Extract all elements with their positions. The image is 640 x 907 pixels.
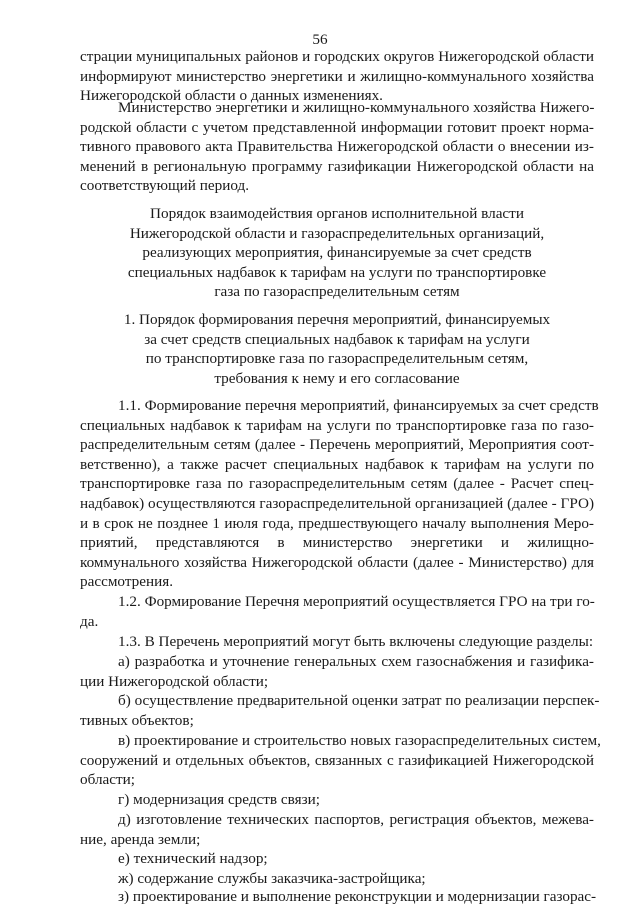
text-line: а) разработка и уточнение генеральных схем газоснабжения и газифика-	[118, 653, 594, 670]
text-line: з) проектирование и выполнение реконструкции и модернизации газорас-	[118, 888, 597, 905]
heading-line: реализующих мероприятия, финансируемые за счет средств	[142, 244, 532, 262]
paragraph-ministry	[80, 98, 594, 196]
text-line: соответствующий период.	[80, 177, 249, 195]
heading-line: газа по газораспределительным сетям	[214, 283, 460, 301]
heading-line: Порядок взаимодействия органов исполнительной власти	[150, 205, 524, 222]
paragraph-1-2	[80, 592, 594, 631]
text-line: Нижегородской области о данных изменениях.	[80, 87, 383, 105]
text-line: ветственно), а также расчет специальных надбавок к тарифам на услуги по	[80, 455, 594, 473]
list-item-v	[80, 731, 601, 790]
list-item-z	[80, 887, 597, 907]
heading-section-1	[80, 310, 594, 388]
text-line: б) осуществление предварительной оценки затрат по реализации перспек-	[118, 692, 600, 709]
list-item-e	[80, 849, 594, 869]
text-line: 1.1. Формирование перечня мероприятий, финансируемых за счет средств	[118, 397, 599, 414]
heading-line: требования к нему и его согласование	[214, 369, 460, 387]
text-line: области;	[80, 771, 135, 789]
text-line: надбавок) осуществляются газораспределительной организацией (далее - ГРО)	[80, 494, 594, 512]
text-line: тивных объектов;	[80, 711, 194, 729]
text-line: тивного правового акта Правительства Нижегородской области о внесении из-	[80, 138, 594, 156]
text-line: в) проектирование и строительство новых газораспределительных систем,	[118, 732, 601, 749]
paragraph-1-1	[80, 396, 599, 592]
text-line: информируют министерство энергетики и жилищно-коммунального хозяйства	[80, 67, 594, 85]
text-line: е) технический надзор;	[118, 850, 268, 867]
list-item-g	[80, 790, 594, 810]
text-line: коммунального хозяйства Нижегородской области (далее - Министерство) для	[80, 553, 594, 571]
list-item-a	[80, 652, 594, 691]
text-line: 1.2. Формирование Перечня мероприятий осуществляется ГРО на три го-	[118, 593, 595, 610]
heading-line: специальных надбавок к тарифам на услуги по транспортировке	[127, 263, 547, 281]
text-line: ние, аренда земли;	[80, 830, 201, 848]
text-line: распределительным сетям (далее - Перечень мероприятий, Мероприятия соот-	[80, 436, 594, 454]
heading-line: Нижегородской области и газораспределительных организаций,	[129, 224, 545, 242]
heading-line: за счет средств специальных надбавок к тарифам на услуги	[144, 330, 530, 348]
text-line: специальных надбавок к тарифам на услуги по транспортировке газа по газо-	[80, 416, 594, 434]
text-line: рассмотрения.	[80, 573, 174, 591]
text-line: ж) содержание службы заказчика-застройщика;	[118, 870, 426, 887]
text-line: да.	[80, 612, 99, 630]
text-line: д) изготовление технических паспортов, регистрация объектов, межева-	[118, 811, 594, 828]
text-line: приятий, представляются в министерство энергетики и жилищно-	[80, 534, 594, 552]
text-line: родской области с учетом представленной информации готовит проект норма-	[80, 118, 594, 136]
text-line: страции муниципальных районов и городских округов Нижегородской области	[80, 48, 594, 65]
text-line: сооружений и отдельных объектов, связанных с газификацией Нижегородской	[80, 751, 594, 769]
paragraph-top	[80, 47, 594, 106]
list-item-zh	[80, 869, 594, 889]
heading-line: 1. Порядок формирования перечня мероприятий, финансируемых	[123, 311, 551, 328]
text-line: менений в региональную программу газификации Нижегородской области на	[80, 157, 594, 175]
text-line: 1.3. В Перечень мероприятий могут быть включены следующие разделы:	[118, 633, 594, 650]
text-line: транспортировке газа по газораспределительным сетям (далее - Расчет спец-	[80, 475, 594, 493]
list-item-d	[80, 810, 594, 849]
text-line: ции Нижегородской области;	[80, 672, 269, 690]
text-line: и в срок не позднее 1 июля года, предшествующего началу выполнения Меро-	[80, 514, 594, 532]
page-number: 56	[312, 31, 328, 48]
heading-line: по транспортировке газа по газораспределительным сетям,	[145, 350, 529, 368]
paragraph-1-3	[80, 632, 594, 652]
text-line: г) модернизация средств связи;	[118, 791, 320, 808]
heading-main	[80, 204, 594, 302]
list-item-b	[80, 691, 600, 730]
text-line: Министерство энергетики и жилищно-коммунального хозяйства Нижего-	[118, 99, 595, 116]
